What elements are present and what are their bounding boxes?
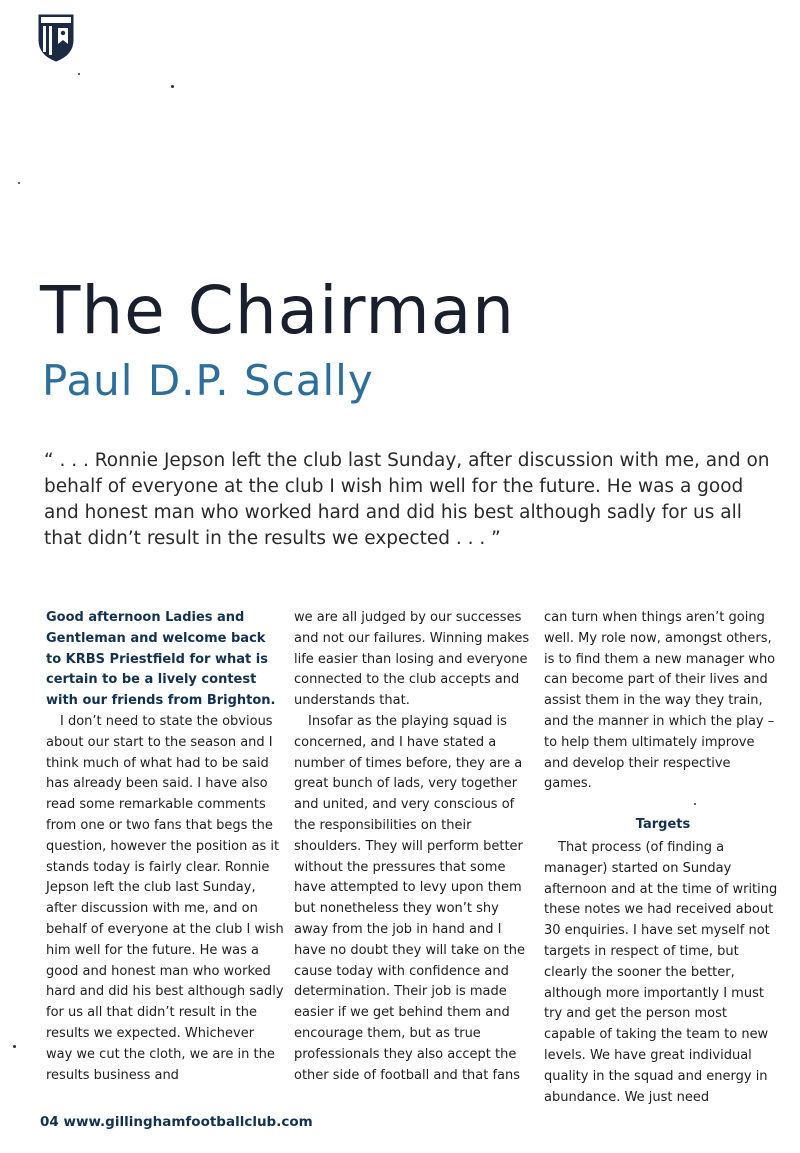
- pull-quote: “ . . . Ronnie Jepson left the club last Sunday, after discussion with me, and on behalf of everyone at the club I wish him well for the future. He was a good and honest man who worked hard and did his best although sadly for us all that didn’t result in the results we expected . . . ”: [44, 450, 770, 549]
- article-column-2: [294, 608, 532, 1086]
- body-paragraph: That process (of finding a manager) started on Sunday afternoon and at the time of writing these notes we had received about 30 enquiries. I have set myself not targets in respect of time, but clearly the sooner the better, although more importantly I must try and get the person most capable of taking the team to new levels. We have great individual quality in the squad and energy in abundance. We just need: [544, 839, 778, 1105]
- scan-speck: [78, 73, 80, 75]
- body-paragraph: can turn when things aren’t going well. My role now, amongst others, is to find them a new manager who can become part of their lives and assist them in the way they train, and the manner in which the play – to help them ultimately improve and develop their respective games.: [544, 610, 776, 792]
- article-subtitle: Paul D.P. Scally: [42, 356, 374, 405]
- club-crest-icon: [38, 14, 74, 62]
- body-paragraph: I don’t need to state the obvious about our start to the season and I think much of what had to be said has already been said. I have also read some remarkable comments from one or two fans that begs the question, however the position as it stands today is fairly clear. Ronnie Jepson left the club last Sunday, after discussion with me, and on behalf of everyone at the club I wish him well for the future. He was a good and honest man who worked hard and did his best although sadly for us all that didn’t result in the results we expected. Whichever way we cut the cloth, we are in the results business and: [46, 713, 284, 1083]
- article-title: The Chairman: [40, 272, 515, 349]
- scan-speck: [18, 182, 20, 184]
- article-column-3: [544, 608, 782, 1108]
- article-column-1: [46, 608, 284, 1086]
- body-paragraph: Insofar as the playing squad is concerned, and I have stated a number of times before, they are a great bunch of lads, very together and united, and very conscious of the responsibilities on their shoulders. They will perform better without the pressures that some have attempted to levy upon them but nonetheless they won’t shy away from the job in hand and I have no doubt they will take on the cause today with confidence and determination. Their job is made easier if we get behind them and encourage them, but as true professionals they also accept the other side of football and that fans: [294, 713, 525, 1083]
- page-number: 04: [40, 1114, 59, 1130]
- section-subheading: Targets: [635, 817, 691, 833]
- scan-speck: [13, 1045, 16, 1048]
- page-footer: [40, 1114, 313, 1130]
- intro-paragraph: Good afternoon Ladies and Gentleman and welcome back to KRBS Priestfield for what is certain to be a lively contest with our friends from Brighton.: [46, 610, 276, 709]
- scan-speck: [171, 85, 174, 88]
- club-website-link[interactable]: www.gillinghamfootballclub.com: [63, 1114, 313, 1130]
- body-paragraph: we are all judged by our successes and not our failures. Winning makes life easier than losing and everyone connected to the club accepts and understands that.: [294, 610, 530, 709]
